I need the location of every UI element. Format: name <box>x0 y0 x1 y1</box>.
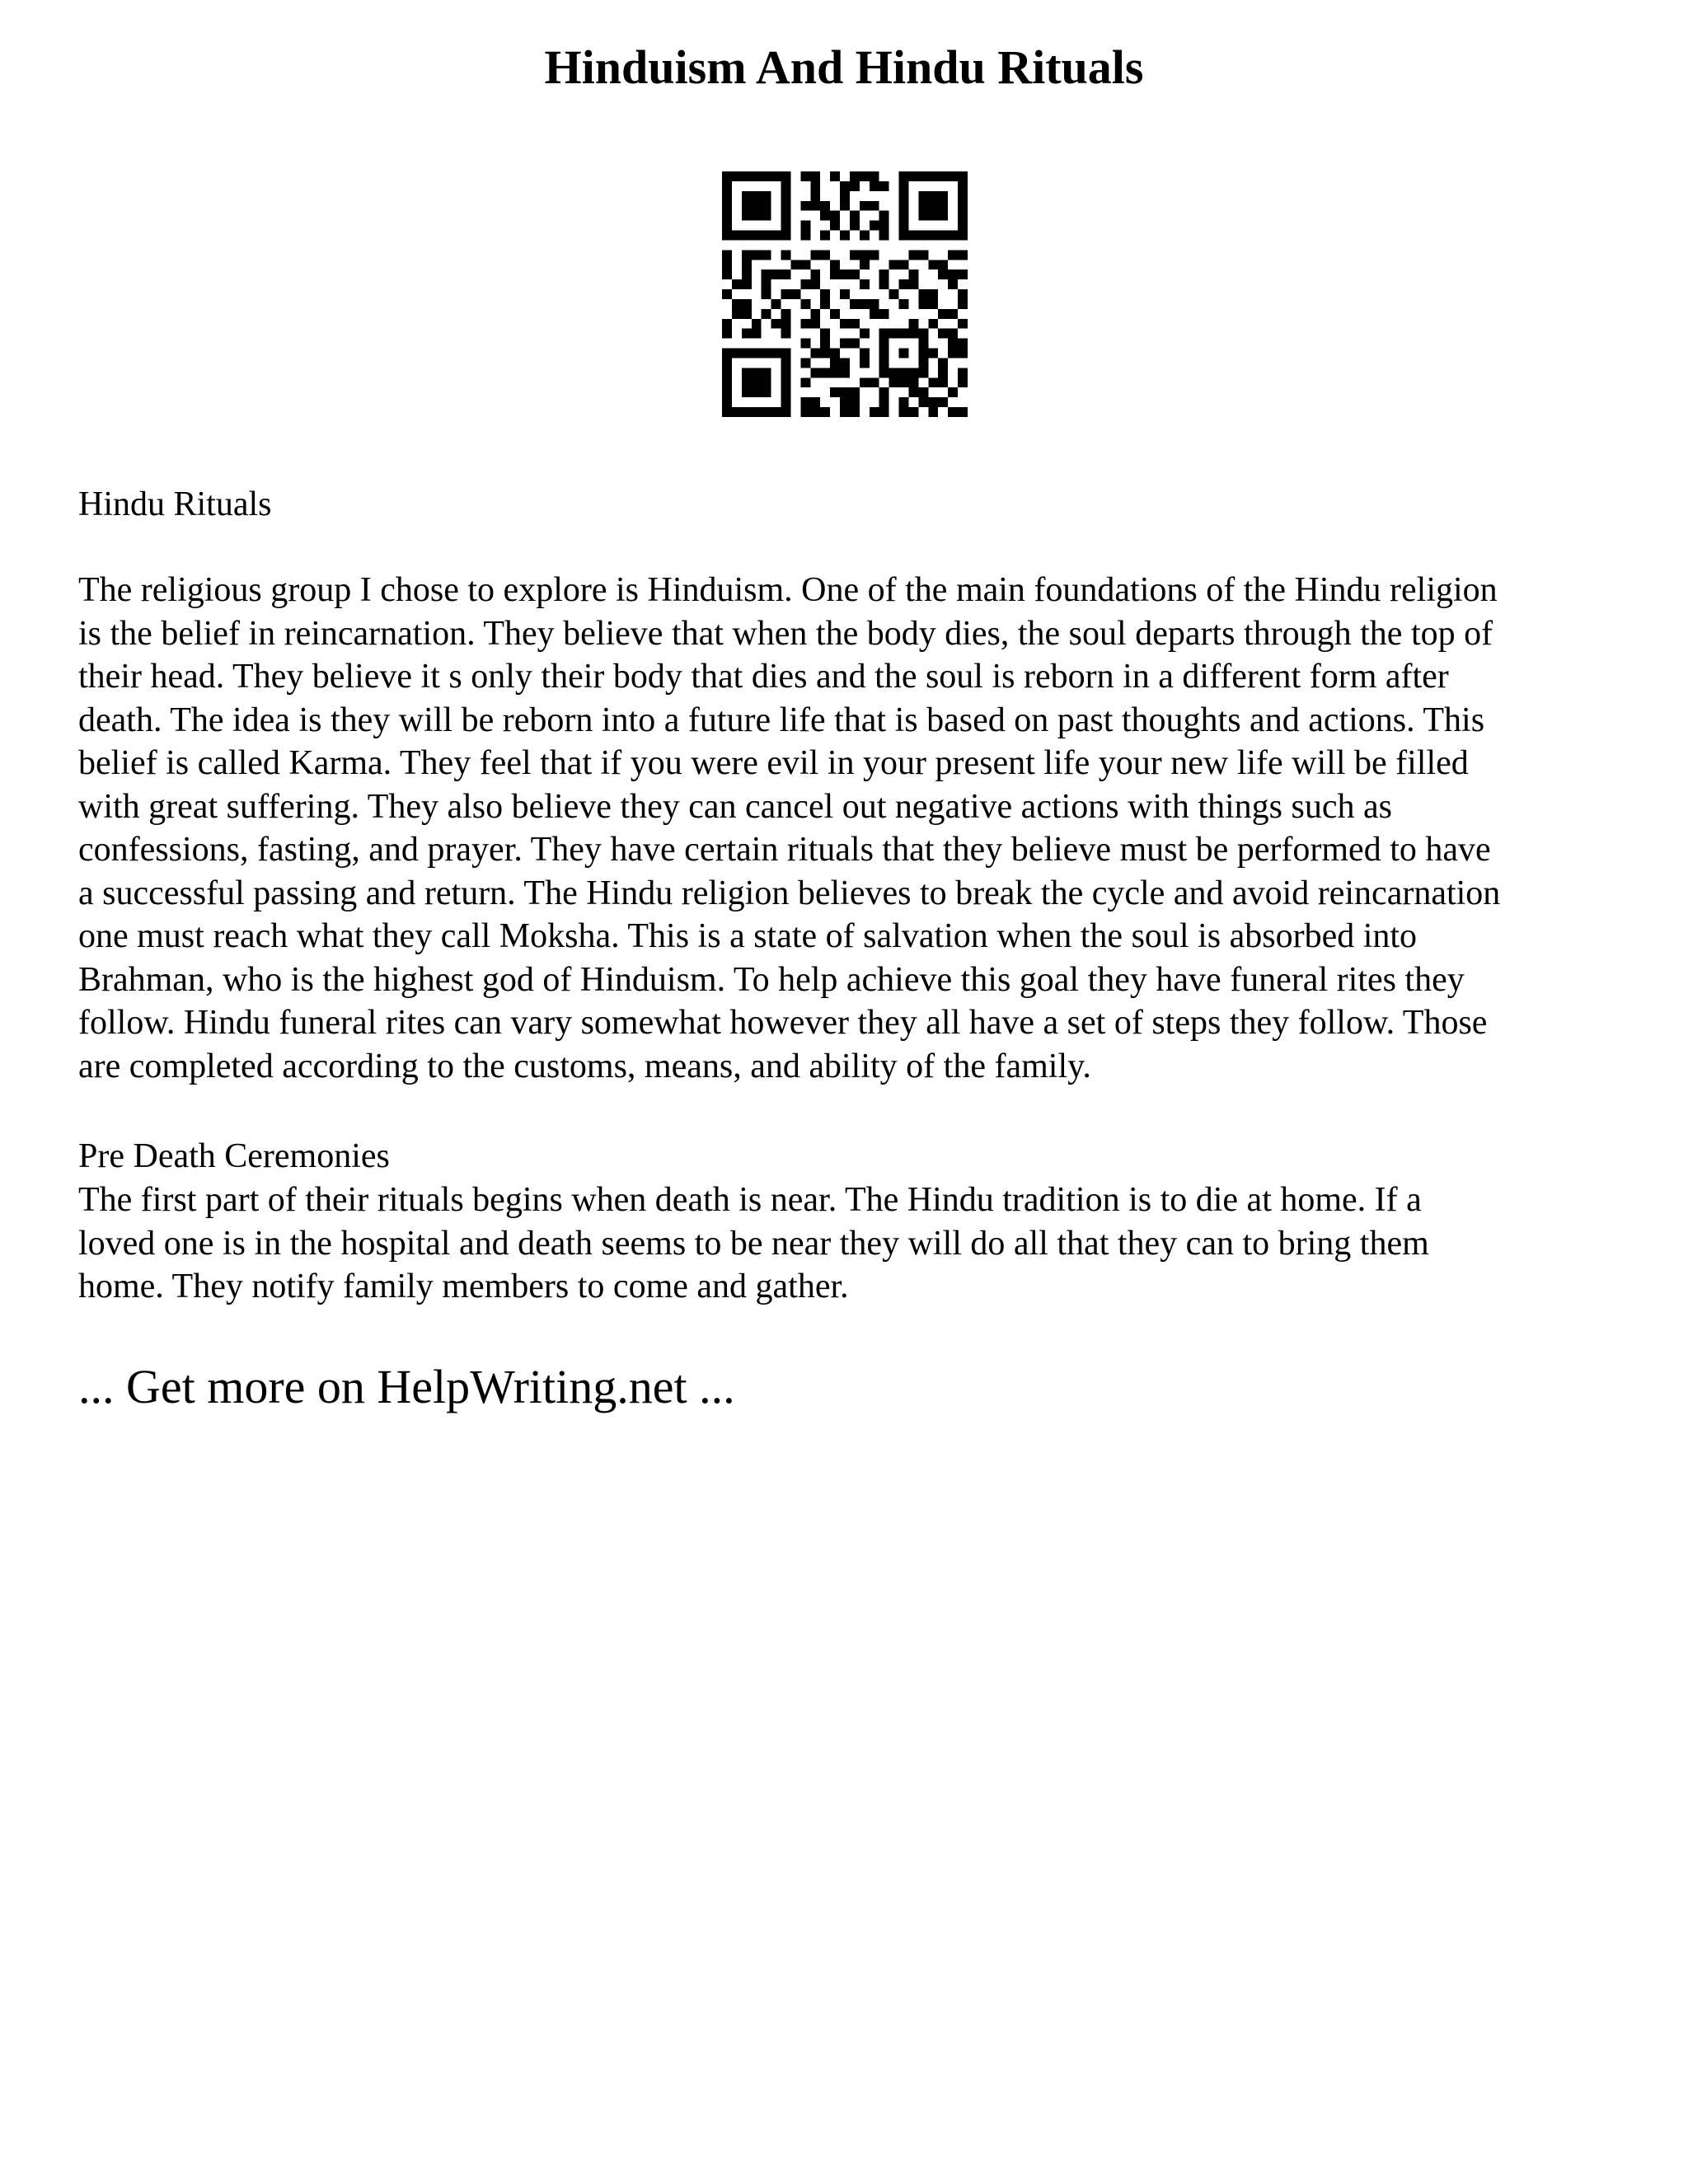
paragraph-line: Brahman, who is the highest god of Hinduism. To help achieve this goal they have funeral rites they <box>78 960 1465 999</box>
paragraph-line: their head. They believe it s only their body that dies and the soul is reborn in a different form after <box>78 658 1449 696</box>
paragraph-line: belief is called Karma. They feel that if you were evil in your present life your new life will be filled <box>78 744 1469 782</box>
section-label: Hindu Rituals <box>78 485 272 523</box>
helpwriting-link[interactable]: ... Get more on HelpWriting.net ... <box>78 1360 735 1413</box>
paragraph-line: death. The idea is they will be reborn into a future life that is based on past thoughts and actions. This <box>78 701 1485 739</box>
paragraph-line: loved one is in the hospital and death seems to be near they will do all that they can to bring them <box>78 1224 1429 1263</box>
paragraph-line: The religious group I chose to explore is Hinduism. One of the main foundations of the Hindu religion <box>78 571 1498 609</box>
paragraph-pre-death <box>78 1179 1628 1309</box>
paragraph-line: with great suffering. They also believe they can cancel out negative actions with things such as <box>78 787 1392 826</box>
qr-code-icon <box>722 171 968 417</box>
paragraph-line: The first part of their rituals begins when death is near. The Hindu tradition is to die at home. If a <box>78 1181 1422 1219</box>
paragraph-line: a successful passing and return. The Hindu religion believes to break the cycle and avoid reincarnation <box>78 874 1501 912</box>
paragraph-line: confessions, fasting, and prayer. They have certain rituals that they believe must be performed to have <box>78 831 1491 869</box>
paragraph-line: are completed according to the customs, means, and ability of the family. <box>78 1047 1091 1085</box>
paragraph-line: home. They notify family members to come and gather. <box>78 1268 849 1305</box>
paragraph-reincarnation <box>78 569 1628 1088</box>
subheading: Pre Death Ceremonies <box>78 1137 390 1175</box>
paragraph-line: follow. Hindu funeral rites can vary somewhat however they all have a set of steps they follow. Those <box>78 1004 1488 1042</box>
document-title: Hinduism And Hindu Rituals <box>544 40 1144 94</box>
paragraph-line: is the belief in reincarnation. They believe that when the body dies, the soul departs through the top of <box>78 614 1493 653</box>
paragraph-line: one must reach what they call Moksha. This is a state of salvation when the soul is absorbed into <box>78 917 1418 955</box>
